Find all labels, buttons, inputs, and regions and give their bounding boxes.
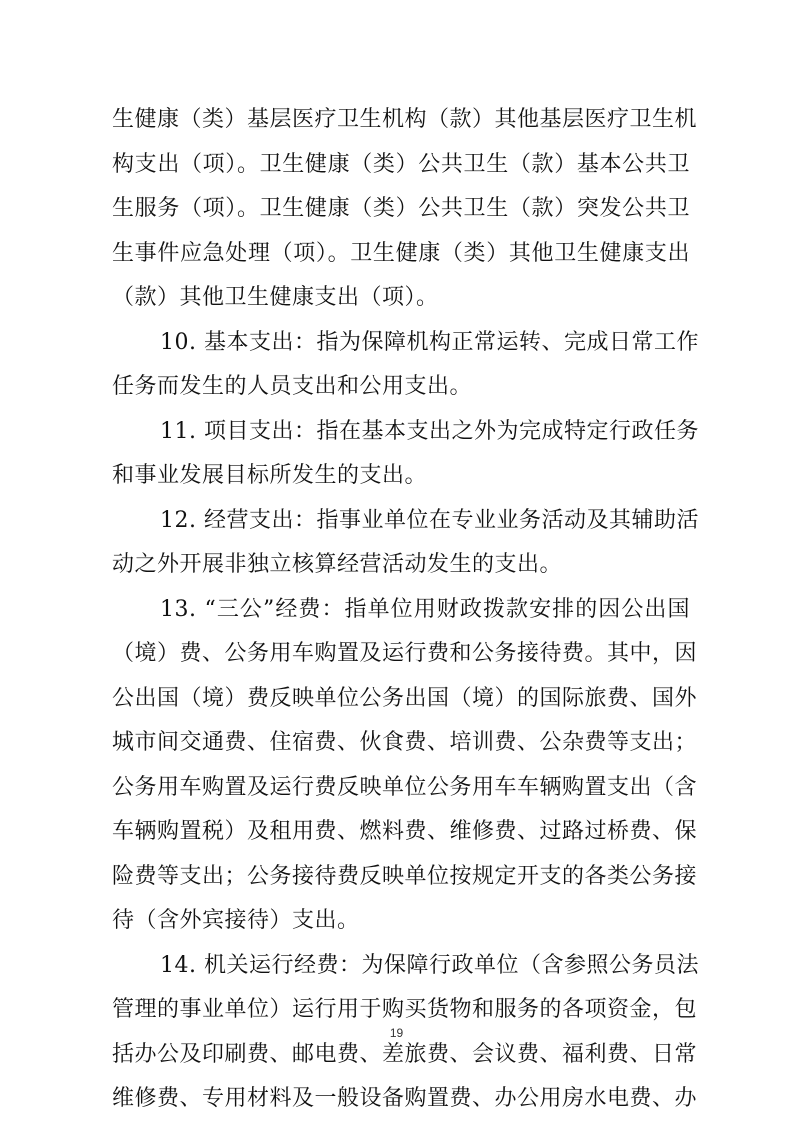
text-line: 待（含外宾接待）支出。 (112, 908, 360, 933)
text-line: 动之外开展非独立核算经营活动发生的支出。 (112, 552, 563, 577)
text-line: 括办公及印刷费、邮电费、差旅费、会议费、福利费、日常 (112, 1041, 698, 1067)
text-line: （境）费、公务用车购置及运行费和公务接待费。其中，因 (112, 641, 698, 666)
text-line: 生健康（类）基层医疗卫生机构（款）其他基层医疗卫生机 (112, 107, 698, 132)
text-line: 生事件应急处理（项）。卫生健康（类）其他卫生健康支出 (112, 240, 690, 266)
text-line: 和事业发展目标所发生的支出。 (112, 463, 428, 488)
item-12-heading-line: 12. 经营支出：指事业单位在专业业务活动及其辅助活 (160, 507, 699, 533)
text-line: （款）其他卫生健康支出（项）。 (112, 285, 439, 310)
text-line: 险费等支出；公务接待费反映单位按规定开支的各类公务接 (112, 863, 698, 889)
document-body (112, 98, 699, 1122)
item-14-heading-line: 14. 机关运行经费：为保障行政单位（含参照公务员法 (160, 952, 699, 978)
text-line: 生服务（项）。卫生健康（类）公共卫生（款）突发公共卫 (112, 196, 690, 221)
text-line: 构支出（项）。卫生健康（类）公共卫生（款）基本公共卫 (112, 151, 690, 177)
item-10-heading-line: 10. 基本支出：指为保障机构正常运转、完成日常工作 (160, 329, 699, 355)
text-line: 公务用车购置及运行费反映单位公务用车车辆购置支出（含 (112, 774, 698, 800)
text-line: 城市间交通费、住宿费、伙食费、培训费、公杂费等支出； (112, 730, 698, 755)
text-line: 任务而发生的人员支出和公用支出。 (112, 374, 473, 399)
item-13-heading-line: 13. “三公”经费：指单位用财政拨款安排的因公出国 (160, 596, 690, 622)
text-line: 车辆购置税）及租用费、燃料费、维修费、过路过桥费、保 (112, 819, 698, 844)
page-number: 19 (389, 1026, 404, 1040)
item-11-heading-line: 11. 项目支出：指在基本支出之外为完成特定行政任务 (160, 418, 699, 444)
text-line: 维修费、专用材料及一般设备购置费、办公用房水电费、办 (112, 1086, 698, 1111)
text-line: 公出国（境）费反映单位公务出国（境）的国际旅费、国外 (112, 685, 698, 711)
text-line: 管理的事业单位）运行用于购买货物和服务的各项资金，包 (112, 997, 698, 1022)
